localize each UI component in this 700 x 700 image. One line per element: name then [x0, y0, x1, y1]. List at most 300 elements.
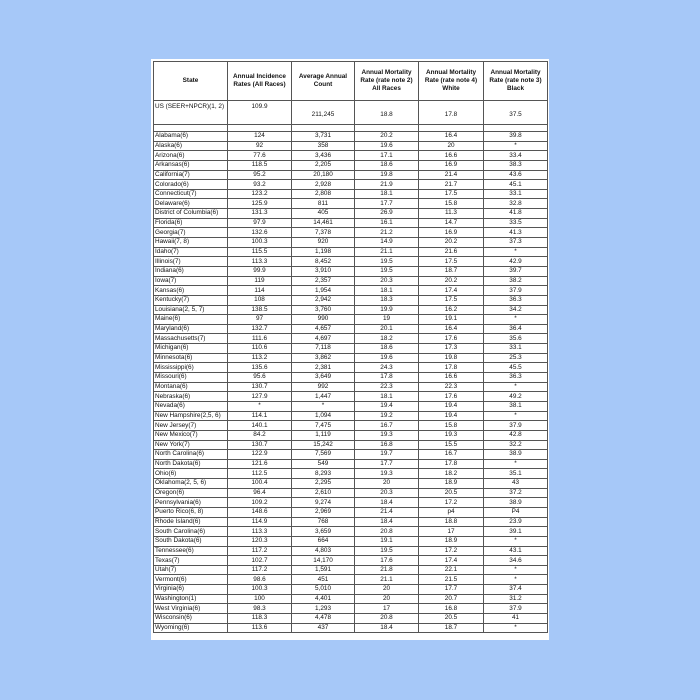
mortality-all-cell: 21.2 [355, 228, 419, 238]
mortality-all-cell: 18.1 [355, 286, 419, 296]
count-cell: 4,401 [292, 594, 355, 604]
mortality-all-cell: 21.1 [355, 247, 419, 257]
incidence-cell: 100.3 [228, 585, 292, 595]
mortality-black-cell: * [484, 247, 548, 257]
incidence-cell: 113.6 [228, 623, 292, 633]
table-row [154, 266, 548, 276]
table-row [154, 151, 548, 161]
mortality-black-cell: 43.1 [484, 546, 548, 556]
mortality-white-cell: 17.5 [419, 295, 484, 305]
mortality-black-cell: 37.9 [484, 421, 548, 431]
table-row [154, 536, 548, 546]
incidence-cell: 109.2 [228, 498, 292, 508]
mortality-white-cell: 20.2 [419, 276, 484, 286]
count-cell: 2,205 [292, 160, 355, 170]
table-row [154, 565, 548, 575]
state-cell: Georgia(7) [154, 228, 228, 238]
mortality-black-cell: 35.6 [484, 334, 548, 344]
header-row [154, 62, 548, 101]
table-row [154, 160, 548, 170]
count-cell: 3,862 [292, 353, 355, 363]
state-cell: Virginia(6) [154, 585, 228, 595]
mortality-all-cell: 19.5 [355, 266, 419, 276]
mortality-all-cell: 18.1 [355, 392, 419, 402]
mortality-all-cell: 17.7 [355, 199, 419, 209]
table-row [154, 507, 548, 517]
mortality-white-cell: 15.5 [419, 440, 484, 450]
state-cell: Arizona(6) [154, 151, 228, 161]
mortality-white-cell: 18.7 [419, 623, 484, 633]
state-cell: Illinois(7) [154, 257, 228, 267]
incidence-cell: 117.2 [228, 546, 292, 556]
mortality-white-cell: 18.9 [419, 479, 484, 489]
state-cell: Indiana(6) [154, 266, 228, 276]
mortality-black-cell: 38.3 [484, 160, 548, 170]
state-cell: Kentucky(7) [154, 295, 228, 305]
state-cell: New Hampshire(2,5, 6) [154, 411, 228, 421]
table-row [154, 353, 548, 363]
mortality-white-cell: 19.8 [419, 353, 484, 363]
mortality-black-cell: 33.4 [484, 151, 548, 161]
table-row [154, 546, 548, 556]
mortality-white-cell: 20 [419, 141, 484, 151]
mortality-black-cell: 33.1 [484, 189, 548, 199]
spacer-row [154, 125, 548, 132]
incidence-cell: 113.3 [228, 257, 292, 267]
incidence-cell: 121.6 [228, 459, 292, 469]
count-cell: 2,357 [292, 276, 355, 286]
incidence-cell: 112.5 [228, 469, 292, 479]
mortality-white-cell: 20.5 [419, 614, 484, 624]
incidence-cell: 123.2 [228, 189, 292, 199]
table-row [154, 556, 548, 566]
table-row [154, 450, 548, 460]
incidence-cell: 114.1 [228, 411, 292, 421]
mortality-all-cell: 20.3 [355, 276, 419, 286]
incidence-cell: 118.5 [228, 160, 292, 170]
mortality-black-cell: 41.3 [484, 228, 548, 238]
incidence-cell: 100.3 [228, 238, 292, 248]
state-cell: Oklahoma(2, 5, 6) [154, 479, 228, 489]
table-row [154, 585, 548, 595]
mortality-white-cell: 17.4 [419, 286, 484, 296]
table-row [154, 459, 548, 469]
mortality-white-cell: 21.4 [419, 170, 484, 180]
table-row [154, 392, 548, 402]
state-cell: Vermont(6) [154, 575, 228, 585]
table-row [154, 276, 548, 286]
incidence-cell: 96.4 [228, 488, 292, 498]
cancer-statistics-table [153, 61, 548, 633]
incidence-cell: 119 [228, 276, 292, 286]
incidence-cell: 77.6 [228, 151, 292, 161]
mortality-black-cell: 42.9 [484, 257, 548, 267]
table-row [154, 286, 548, 296]
mortality-white-cell: 17.4 [419, 556, 484, 566]
count-cell: 7,118 [292, 344, 355, 354]
mortality-all-cell: 18.6 [355, 160, 419, 170]
mortality-all-cell: 20.1 [355, 324, 419, 334]
mortality-white-cell: 11.3 [419, 209, 484, 219]
mortality-all-cell: 19.6 [355, 141, 419, 151]
state-cell: North Dakota(6) [154, 459, 228, 469]
incidence-cell: 113.3 [228, 527, 292, 537]
state-cell: New Mexico(7) [154, 430, 228, 440]
mortality-black-cell: 37.9 [484, 286, 548, 296]
incidence-cell: 132.7 [228, 324, 292, 334]
mortality-white-cell: 21.5 [419, 575, 484, 585]
count-cell: 992 [292, 382, 355, 392]
incidence-cell: 115.5 [228, 247, 292, 257]
incidence-cell: 130.7 [228, 382, 292, 392]
count-cell: 14,170 [292, 556, 355, 566]
mortality-black-cell: 32.2 [484, 440, 548, 450]
mortality-all-cell: 18.2 [355, 334, 419, 344]
incidence-cell: 131.3 [228, 209, 292, 219]
header-mortality-white: Annual Mortality Rate (rate note 4) White [419, 62, 484, 101]
incidence-cell: 124 [228, 132, 292, 142]
state-cell: Connecticut(7) [154, 189, 228, 199]
count-cell: 1,954 [292, 286, 355, 296]
count-cell: 920 [292, 238, 355, 248]
state-cell: Wisconsin(6) [154, 614, 228, 624]
count-cell: 358 [292, 141, 355, 151]
count-cell: 7,569 [292, 450, 355, 460]
incidence-cell: 98.6 [228, 575, 292, 585]
mortality-all-cell: 21.1 [355, 575, 419, 585]
us-state-cell: US (SEER+NPCR)(1, 2) [154, 101, 228, 125]
mortality-black-cell: 32.8 [484, 199, 548, 209]
state-cell: Maryland(6) [154, 324, 228, 334]
state-cell: Washington(1) [154, 594, 228, 604]
mortality-white-cell: 19.3 [419, 430, 484, 440]
mortality-white-cell: 18.8 [419, 517, 484, 527]
count-cell: 990 [292, 315, 355, 325]
incidence-cell: 113.2 [228, 353, 292, 363]
count-cell: 2,295 [292, 479, 355, 489]
table-row [154, 170, 548, 180]
state-cell: Hawaii(7, 8) [154, 238, 228, 248]
mortality-black-cell: 41.8 [484, 209, 548, 219]
table-row [154, 614, 548, 624]
mortality-all-cell: 18.4 [355, 517, 419, 527]
state-cell: South Carolina(6) [154, 527, 228, 537]
state-cell: Massachusetts(7) [154, 334, 228, 344]
mortality-black-cell: 37.3 [484, 238, 548, 248]
incidence-cell: 97.9 [228, 218, 292, 228]
state-cell: Texas(7) [154, 556, 228, 566]
state-cell: North Carolina(6) [154, 450, 228, 460]
count-cell: 2,610 [292, 488, 355, 498]
mortality-black-cell: 38.1 [484, 401, 548, 411]
mortality-all-cell: 19.7 [355, 450, 419, 460]
count-cell: 4,697 [292, 334, 355, 344]
mortality-black-cell: 31.2 [484, 594, 548, 604]
count-cell: 1,447 [292, 392, 355, 402]
header-average-count: Average Annual Count [292, 62, 355, 101]
mortality-white-cell: 18.9 [419, 536, 484, 546]
mortality-black-cell: P4 [484, 507, 548, 517]
incidence-cell: 95.6 [228, 373, 292, 383]
mortality-white-cell: 17 [419, 527, 484, 537]
mortality-all-cell: 19 [355, 315, 419, 325]
incidence-cell: 97 [228, 315, 292, 325]
mortality-black-cell: 38.9 [484, 498, 548, 508]
table-row [154, 411, 548, 421]
mortality-all-cell: 19.5 [355, 546, 419, 556]
incidence-cell: 117.2 [228, 565, 292, 575]
mortality-black-cell: 36.3 [484, 295, 548, 305]
count-cell: 451 [292, 575, 355, 585]
count-cell: 1,591 [292, 565, 355, 575]
incidence-cell: 114.9 [228, 517, 292, 527]
count-cell: 2,928 [292, 180, 355, 190]
incidence-cell: 148.6 [228, 507, 292, 517]
table-row [154, 305, 548, 315]
mortality-black-cell: 37.2 [484, 488, 548, 498]
incidence-cell: 125.9 [228, 199, 292, 209]
mortality-black-cell: 25.3 [484, 353, 548, 363]
table-row [154, 334, 548, 344]
incidence-cell: 99.9 [228, 266, 292, 276]
state-cell: Oregon(6) [154, 488, 228, 498]
mortality-white-cell: 16.7 [419, 450, 484, 460]
table-row [154, 199, 548, 209]
mortality-black-cell: 36.3 [484, 373, 548, 383]
mortality-black-cell: 42.8 [484, 430, 548, 440]
mortality-all-cell: 19.3 [355, 430, 419, 440]
mortality-black-cell: 37.4 [484, 585, 548, 595]
count-cell: 3,436 [292, 151, 355, 161]
incidence-cell: 108 [228, 295, 292, 305]
incidence-cell: 110.6 [228, 344, 292, 354]
mortality-black-cell: 43.6 [484, 170, 548, 180]
count-cell: 9,274 [292, 498, 355, 508]
mortality-black-cell: 36.4 [484, 324, 548, 334]
mortality-white-cell: 15.8 [419, 199, 484, 209]
count-cell: 7,378 [292, 228, 355, 238]
mortality-all-cell: 20.3 [355, 488, 419, 498]
count-cell: 1,119 [292, 430, 355, 440]
table-row [154, 594, 548, 604]
mortality-black-cell: 45.1 [484, 180, 548, 190]
mortality-all-cell: 19.5 [355, 257, 419, 267]
mortality-black-cell: 38.9 [484, 450, 548, 460]
mortality-black-cell: * [484, 536, 548, 546]
mortality-black-cell: 34.6 [484, 556, 548, 566]
count-cell: 405 [292, 209, 355, 219]
state-cell: New Jersey(7) [154, 421, 228, 431]
count-cell: 1,293 [292, 604, 355, 614]
mortality-all-cell: 14.9 [355, 238, 419, 248]
incidence-cell: 111.6 [228, 334, 292, 344]
mortality-all-cell: 19.9 [355, 305, 419, 315]
mortality-all-cell: 16.7 [355, 421, 419, 431]
table-row [154, 430, 548, 440]
mortality-all-cell: 16.8 [355, 440, 419, 450]
mortality-all-cell: 19.8 [355, 170, 419, 180]
mortality-white-cell: 19.1 [419, 315, 484, 325]
mortality-black-cell: * [484, 382, 548, 392]
count-cell: 1,198 [292, 247, 355, 257]
state-cell: Florida(6) [154, 218, 228, 228]
table-row [154, 373, 548, 383]
mortality-black-cell: 23.9 [484, 517, 548, 527]
mortality-black-cell: 33.5 [484, 218, 548, 228]
incidence-cell: 138.5 [228, 305, 292, 315]
mortality-white-cell: 17.8 [419, 363, 484, 373]
count-cell: 3,760 [292, 305, 355, 315]
mortality-all-cell: 19.3 [355, 469, 419, 479]
table-row [154, 604, 548, 614]
table-row [154, 575, 548, 585]
mortality-white-cell: 21.6 [419, 247, 484, 257]
table-row [154, 469, 548, 479]
state-cell: Michigan(6) [154, 344, 228, 354]
table-row [154, 141, 548, 151]
mortality-black-cell: * [484, 565, 548, 575]
count-cell: 3,649 [292, 373, 355, 383]
incidence-cell: 132.6 [228, 228, 292, 238]
count-cell: 2,381 [292, 363, 355, 373]
incidence-cell: 118.3 [228, 614, 292, 624]
state-cell: New York(7) [154, 440, 228, 450]
mortality-white-cell: 17.2 [419, 498, 484, 508]
mortality-black-cell: * [484, 575, 548, 585]
document-page [151, 59, 549, 640]
state-cell: Delaware(6) [154, 199, 228, 209]
mortality-black-cell: 43 [484, 479, 548, 489]
incidence-cell: 127.9 [228, 392, 292, 402]
state-cell: Utah(7) [154, 565, 228, 575]
state-cell: Colorado(6) [154, 180, 228, 190]
state-cell: Missouri(6) [154, 373, 228, 383]
table-row [154, 498, 548, 508]
mortality-white-cell: 19.4 [419, 401, 484, 411]
mortality-all-cell: 20 [355, 594, 419, 604]
mortality-white-cell: p4 [419, 507, 484, 517]
count-cell: 2,808 [292, 189, 355, 199]
mortality-all-cell: 19.1 [355, 536, 419, 546]
header-incidence-rate: Annual Incidence Rates (All Races) [228, 62, 292, 101]
mortality-black-cell: 49.2 [484, 392, 548, 402]
table-row [154, 315, 548, 325]
mortality-black-cell: 34.2 [484, 305, 548, 315]
mortality-black-cell: * [484, 315, 548, 325]
mortality-all-cell: 18.4 [355, 623, 419, 633]
mortality-all-cell: 20 [355, 585, 419, 595]
state-cell: Montana(6) [154, 382, 228, 392]
incidence-cell: 140.1 [228, 421, 292, 431]
table-row [154, 517, 548, 527]
incidence-cell: 84.2 [228, 430, 292, 440]
table-row [154, 324, 548, 334]
state-cell: Pennsylvania(6) [154, 498, 228, 508]
table-row [154, 479, 548, 489]
table-row [154, 623, 548, 633]
mortality-all-cell: 24.3 [355, 363, 419, 373]
mortality-white-cell: 16.6 [419, 373, 484, 383]
count-cell: 4,803 [292, 546, 355, 556]
mortality-black-cell: 35.1 [484, 469, 548, 479]
state-cell: District of Columbia(6) [154, 209, 228, 219]
mortality-all-cell: 26.9 [355, 209, 419, 219]
us-incidence-cell: 109.9 [228, 101, 292, 125]
mortality-all-cell: 20.2 [355, 132, 419, 142]
header-state: State [154, 62, 228, 101]
count-cell: 8,452 [292, 257, 355, 267]
state-cell: Louisiana(2, 5, 7) [154, 305, 228, 315]
table-row [154, 488, 548, 498]
table-row [154, 344, 548, 354]
mortality-white-cell: 17.6 [419, 392, 484, 402]
mortality-white-cell: 21.7 [419, 180, 484, 190]
count-cell: 3,731 [292, 132, 355, 142]
table-row [154, 209, 548, 219]
mortality-all-cell: 22.3 [355, 382, 419, 392]
incidence-cell: 135.6 [228, 363, 292, 373]
mortality-black-cell: 38.2 [484, 276, 548, 286]
mortality-black-cell: 33.1 [484, 344, 548, 354]
count-cell: 4,478 [292, 614, 355, 624]
state-cell: Mississippi(6) [154, 363, 228, 373]
count-cell: 5,010 [292, 585, 355, 595]
count-cell: 437 [292, 623, 355, 633]
us-mortality-black-cell: 37.5 [484, 101, 548, 125]
state-cell: Arkansas(6) [154, 160, 228, 170]
mortality-black-cell: * [484, 141, 548, 151]
mortality-all-cell: 21.9 [355, 180, 419, 190]
count-cell: 3,910 [292, 266, 355, 276]
mortality-all-cell: 20 [355, 479, 419, 489]
incidence-cell: 100.4 [228, 479, 292, 489]
state-cell: Kansas(6) [154, 286, 228, 296]
incidence-cell: 102.7 [228, 556, 292, 566]
mortality-black-cell: * [484, 459, 548, 469]
mortality-all-cell: 18.1 [355, 189, 419, 199]
us-count-cell: 211,245 [292, 101, 355, 125]
mortality-all-cell: 19.4 [355, 401, 419, 411]
mortality-white-cell: 19.4 [419, 411, 484, 421]
mortality-white-cell: 14.7 [419, 218, 484, 228]
incidence-cell: 95.2 [228, 170, 292, 180]
mortality-white-cell: 20.2 [419, 238, 484, 248]
mortality-white-cell: 17.7 [419, 585, 484, 595]
mortality-white-cell: 17.2 [419, 546, 484, 556]
mortality-black-cell: 41 [484, 614, 548, 624]
table-row [154, 132, 548, 142]
count-cell: 8,293 [292, 469, 355, 479]
mortality-all-cell: 17.1 [355, 151, 419, 161]
incidence-cell: 92 [228, 141, 292, 151]
mortality-white-cell: 17.8 [419, 459, 484, 469]
state-cell: Alabama(6) [154, 132, 228, 142]
count-cell: 549 [292, 459, 355, 469]
table-row [154, 228, 548, 238]
mortality-all-cell: 21.4 [355, 507, 419, 517]
table-row [154, 180, 548, 190]
mortality-white-cell: 20.5 [419, 488, 484, 498]
state-cell: Iowa(7) [154, 276, 228, 286]
state-cell: Nebraska(6) [154, 392, 228, 402]
mortality-white-cell: 16.6 [419, 151, 484, 161]
mortality-white-cell: 16.4 [419, 324, 484, 334]
state-cell: Maine(6) [154, 315, 228, 325]
count-cell: 15,242 [292, 440, 355, 450]
mortality-white-cell: 16.2 [419, 305, 484, 315]
mortality-black-cell: 39.8 [484, 132, 548, 142]
mortality-all-cell: 18.4 [355, 498, 419, 508]
